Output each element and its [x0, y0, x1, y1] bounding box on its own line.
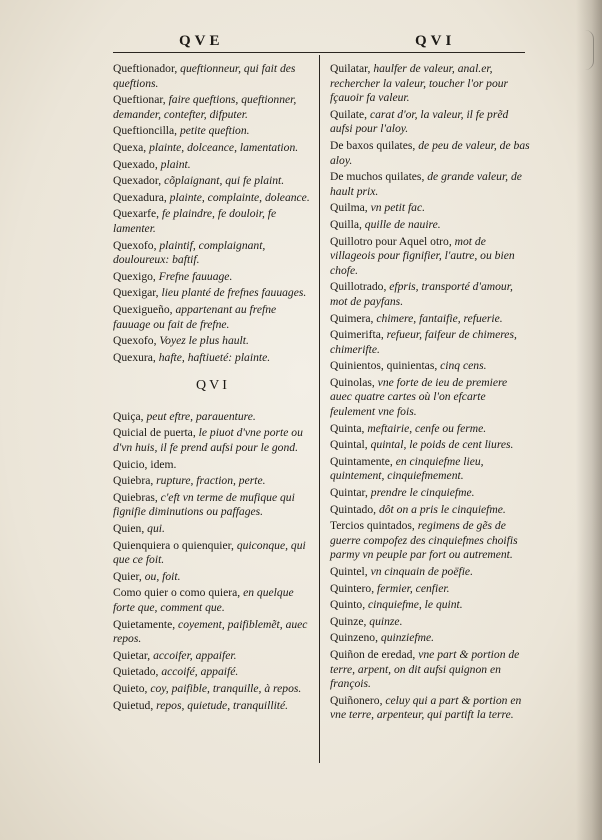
entry-lemma: Quexura,	[113, 350, 156, 364]
entry-lemma: Queftionar,	[113, 93, 166, 107]
entry-lemma: Quinolas,	[330, 375, 375, 389]
dictionary-entry	[113, 539, 313, 568]
dictionary-entry	[330, 615, 530, 630]
entry-lemma: Quiça,	[113, 409, 144, 423]
entry-definition: plaint.	[160, 157, 191, 171]
dictionary-entry	[113, 174, 313, 189]
dictionary-entry	[113, 649, 313, 664]
entry-definition: quille de nauire.	[364, 217, 441, 231]
entry-definition: petite queftion.	[179, 124, 250, 138]
dictionary-entry	[330, 694, 530, 723]
entry-lemma: Quexigueño,	[113, 302, 173, 316]
dictionary-entry	[113, 682, 313, 697]
entry-lemma: Como quier o como quiera,	[113, 586, 241, 600]
dictionary-entry	[330, 648, 530, 692]
entry-lemma: Quienquiera o quienquier,	[113, 538, 234, 552]
entry-lemma: Queftioncilla,	[113, 124, 178, 138]
entry-lemma: Quillotrado,	[330, 280, 387, 294]
entry-lemma: Quicio, idem.	[113, 457, 177, 471]
entry-definition: de grande valeur, de hault prix.	[330, 170, 522, 198]
entry-lemma: Quinientos, quinientas,	[330, 359, 438, 373]
entry-definition: repos, quietude, tranquillité.	[156, 698, 289, 712]
dictionary-entry	[330, 62, 530, 106]
dictionary-entry	[113, 124, 313, 139]
entry-definition: coy, paifible, tranquille, à repos.	[150, 681, 302, 695]
entry-definition: accoifer, appaifer.	[153, 648, 237, 662]
entry-lemma: Quinta,	[330, 421, 365, 435]
entry-lemma: Quilatar,	[330, 62, 371, 75]
entry-lemma: Quintar,	[330, 486, 368, 500]
header-rule	[113, 52, 525, 53]
entry-definition: Voyez le plus hault.	[159, 334, 249, 348]
entry-definition: plaintif, complaignant, douloureux: baftif.	[113, 238, 266, 267]
entry-definition: dôt on a pris le cinquiefme.	[378, 502, 506, 516]
left-headword: QVE	[179, 33, 224, 49]
dictionary-entry	[330, 503, 530, 518]
dictionary-entry	[113, 270, 313, 285]
entry-lemma: Quiñonero,	[330, 693, 383, 707]
entry-lemma: Quietud,	[113, 698, 154, 712]
entry-lemma: Quilate,	[330, 107, 368, 121]
entry-definition: vn cinquain de poëfie.	[370, 565, 473, 578]
dictionary-entry	[113, 410, 313, 425]
dictionary-entry	[113, 303, 313, 332]
entry-definition: peut eftre, parauenture.	[146, 409, 256, 423]
entry-definition: quiconque, qui que ce foit.	[113, 538, 306, 567]
dictionary-entry	[113, 491, 313, 520]
entry-definition: c'eft vn terme de mufique qui fignifie diminutions ou paffages.	[113, 490, 295, 519]
dictionary-entry	[330, 598, 530, 613]
dictionary-entry	[330, 108, 530, 137]
dictionary-entry	[330, 438, 530, 453]
entry-lemma: Quietado,	[113, 665, 159, 679]
dictionary-entry	[330, 312, 530, 327]
entry-lemma: Quimerifta,	[330, 328, 384, 342]
dictionary-entry	[330, 455, 530, 484]
dictionary-entry	[330, 519, 530, 563]
entry-definition: vne part & portion de terre, arpent, on dit aufsi quignon en françois.	[330, 647, 520, 691]
dictionary-entry	[330, 139, 530, 168]
entry-definition: vne forte de ieu de premiere auec quatre cartes où l'on efcarte feulement vne fois.	[330, 375, 508, 419]
entry-definition: fermier, cenfier.	[377, 581, 450, 595]
entry-lemma: Quexigo,	[113, 269, 156, 283]
entry-definition: qui.	[147, 522, 165, 536]
page-edge-mark	[585, 30, 594, 70]
entry-definition: haulfer de valeur, anal.er, rechercher la valeur, toucher l'or pour fçauoir fa valeur.	[330, 62, 509, 105]
dictionary-entry	[330, 235, 530, 279]
dictionary-entry	[113, 522, 313, 537]
entry-definition: vn petit fac.	[370, 201, 426, 215]
entry-lemma: Quexado,	[113, 157, 158, 171]
entry-lemma: Quintero,	[330, 581, 375, 595]
dictionary-entry	[330, 486, 530, 501]
dictionary-entry	[113, 665, 313, 680]
entry-definition: quinze.	[369, 614, 403, 628]
entry-definition: accoifé, appaifé.	[161, 665, 239, 679]
dictionary-entry	[330, 565, 530, 580]
dictionary-entry	[330, 422, 530, 437]
dictionary-entry	[113, 458, 313, 473]
entry-lemma: Quier,	[113, 569, 142, 583]
entry-lemma: Quietamente,	[113, 617, 176, 631]
entry-lemma: Quexa,	[113, 140, 147, 154]
left-entries-bottom	[113, 410, 313, 713]
dictionary-entry	[330, 359, 530, 374]
entry-definition: fe plaindre, fe douloir, fe lamenter.	[113, 207, 277, 235]
dictionary-entry	[330, 201, 530, 216]
dictionary-entry	[113, 191, 313, 206]
entry-definition: de peu de valeur, de bas aloy.	[330, 138, 530, 167]
dictionary-entry	[330, 280, 530, 309]
dictionary-entry	[113, 426, 313, 455]
entry-definition: cõplaignant, qui fe plaint.	[164, 174, 285, 188]
entry-lemma: Quicial de puerta,	[113, 426, 196, 440]
left-column	[113, 62, 313, 715]
dictionary-entry	[330, 631, 530, 646]
dictionary-entry	[113, 93, 313, 122]
right-headword: QVI	[415, 33, 456, 49]
entry-lemma: Quimera,	[330, 311, 374, 325]
entry-definition: faire queftions, queftionner, demander, contefter, difputer.	[113, 93, 297, 121]
entry-definition: Frefne fauuage.	[158, 269, 233, 283]
dictionary-entry	[113, 207, 313, 236]
entry-definition: efpris, transporté d'amour, mot de payfans.	[330, 280, 513, 308]
entry-definition: meftairie, cenfe ou ferme.	[367, 421, 487, 435]
dictionary-entry	[113, 286, 313, 301]
entry-definition: lieu planté de frefnes fauuages.	[161, 286, 307, 300]
entry-lemma: Quieto,	[113, 681, 148, 695]
entry-lemma: De muchos quilates,	[330, 170, 425, 184]
entry-lemma: Quien,	[113, 522, 145, 536]
entry-lemma: Quietar,	[113, 648, 151, 662]
entry-definition: ou, foit.	[144, 569, 181, 583]
entry-definition: carat d'or, la valeur, il fe prẽd aufsi pour l'aloy.	[330, 107, 509, 136]
dictionary-entry	[330, 376, 530, 420]
dictionary-entry	[113, 699, 313, 714]
left-entries-top	[113, 62, 313, 365]
right-column	[330, 62, 530, 725]
entry-lemma: Quexarfe,	[113, 207, 160, 221]
entry-lemma: Quillotro pour Aquel otro,	[330, 234, 452, 248]
entry-lemma: Queftionador,	[113, 62, 178, 75]
entry-definition: regimens de gẽs de guerre compofez des cinquiefmes choifis parmy vn peuple par fort ou autrement.	[330, 519, 518, 562]
dictionary-entry	[113, 141, 313, 156]
entry-lemma: De baxos quilates,	[330, 138, 416, 152]
dictionary-entry	[113, 62, 313, 91]
entry-lemma: Quintal,	[330, 438, 368, 452]
entry-lemma: Quinto,	[330, 598, 366, 612]
entry-lemma: Quexigar,	[113, 286, 159, 300]
entry-lemma: Quilla,	[330, 217, 362, 231]
dictionary-entry	[113, 239, 313, 268]
entry-lemma: Quintel,	[330, 565, 368, 578]
entry-lemma: Quiñon de eredad,	[330, 647, 416, 661]
entry-definition: rupture, fraction, perte.	[156, 474, 266, 488]
entry-lemma: Tercios quintados,	[330, 519, 415, 533]
entry-lemma: Quexofo,	[113, 238, 157, 252]
entry-definition: appartenant au frefne fauuage ou fait de frefne.	[113, 302, 277, 331]
entry-definition: cinq cens.	[440, 359, 487, 373]
entry-lemma: Quexador,	[113, 174, 162, 188]
dictionary-entry	[113, 334, 313, 349]
entry-definition: hafte, haftiueté: plainte.	[158, 350, 271, 364]
entry-definition: plainte, complainte, doleance.	[169, 190, 310, 204]
entry-definition: refueur, faifeur de chimeres, chimerifte.	[330, 328, 517, 356]
dictionary-entry	[113, 351, 313, 366]
dictionary-entry	[113, 618, 313, 647]
entry-definition: coyement, paifiblemẽt, auec repos.	[113, 617, 308, 646]
entry-definition: le piuot d'vne porte ou d'vn huis, il fe prend aufsi pour le gond.	[113, 426, 303, 455]
entry-definition: chimere, fantaifie, refuerie.	[376, 311, 503, 325]
entry-lemma: Quexadura,	[113, 190, 167, 204]
entry-definition: plainte, dolceance, lamentation.	[149, 140, 299, 154]
entry-lemma: Quintamente,	[330, 454, 393, 468]
page-spine-shadow	[576, 0, 602, 840]
entry-definition: mot de villageois pour fignifier, l'autre, ou bien chofe.	[330, 234, 515, 277]
entry-definition: quintal, le poids de cent liures.	[370, 438, 514, 452]
entry-lemma: Quiebras,	[113, 490, 158, 504]
entry-definition: prendre le cinquiefme.	[370, 486, 475, 500]
entry-definition: en cinquiefme lieu, quintement, cinquiefmement.	[330, 454, 484, 483]
entry-definition: cinquiefme, le quint.	[368, 598, 463, 612]
entry-lemma: Quilma,	[330, 201, 368, 215]
dictionary-entry	[113, 586, 313, 615]
entry-definition: quinziefme.	[380, 631, 435, 645]
dictionary-entry	[330, 170, 530, 199]
column-divider	[319, 55, 320, 763]
entry-lemma: Quiebra,	[113, 474, 154, 488]
dictionary-entry	[330, 328, 530, 357]
dictionary-entry	[113, 474, 313, 489]
section-subheading: QVI	[196, 378, 230, 394]
dictionary-entry	[330, 218, 530, 233]
entry-lemma: Quinzeno,	[330, 631, 378, 645]
dictionary-entry	[113, 158, 313, 173]
entry-lemma: Quintado,	[330, 502, 377, 516]
entry-definition: en quelque forte que, comment que.	[113, 586, 294, 614]
dictionary-entry	[330, 582, 530, 597]
entry-definition: celuy qui a part & portion en vne terre, arpenteur, qui partift la terre.	[330, 693, 522, 722]
entry-lemma: Quinze,	[330, 614, 367, 628]
entry-definition: queftionneur, qui fait des queftions.	[113, 62, 296, 90]
right-entries	[330, 62, 530, 723]
entry-lemma: Quexofo,	[113, 334, 157, 348]
dictionary-entry	[113, 570, 313, 585]
